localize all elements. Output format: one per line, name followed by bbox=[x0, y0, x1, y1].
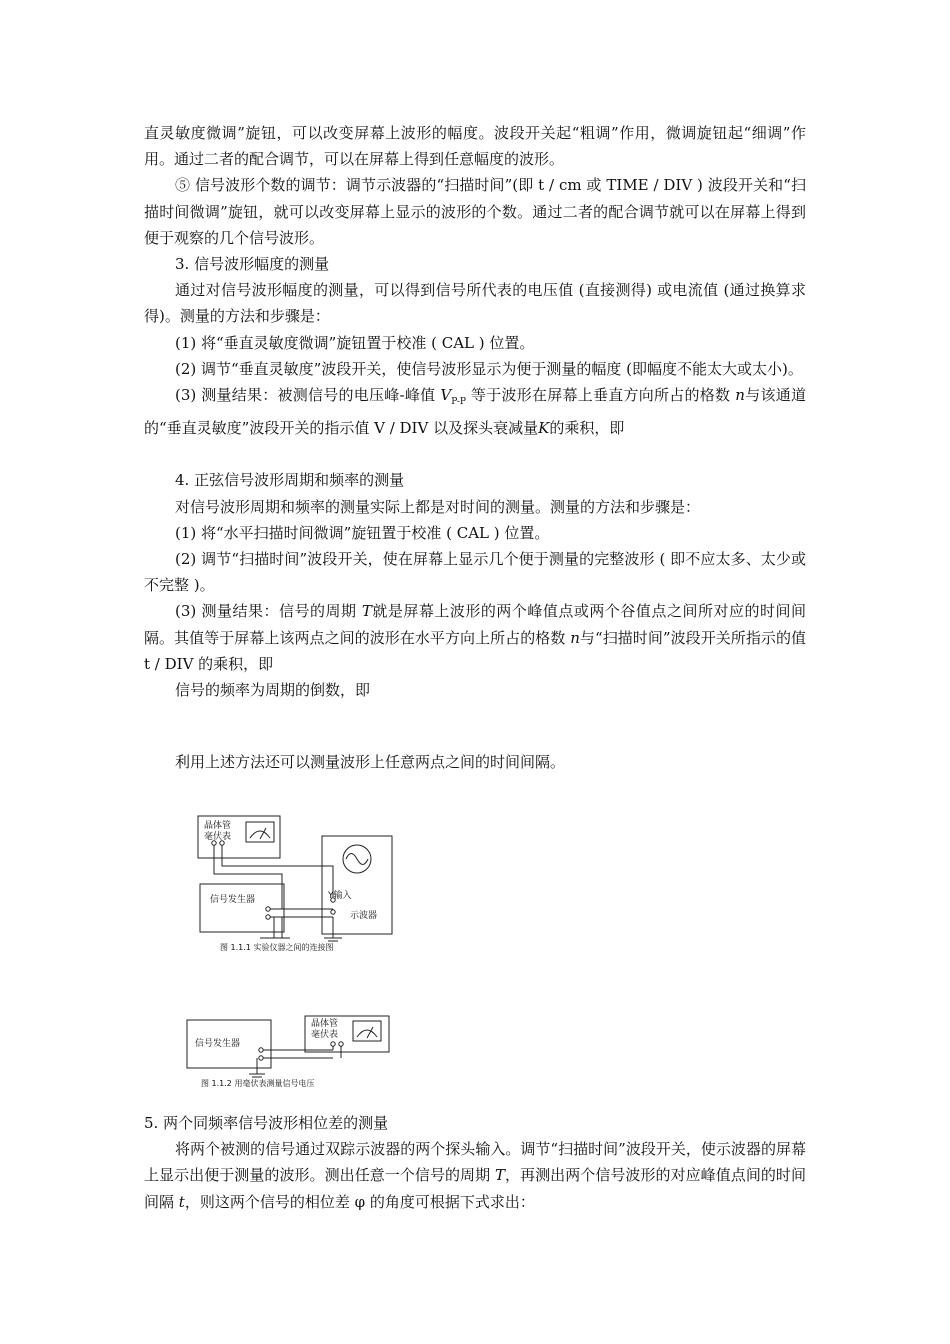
step-3 bbox=[144, 382, 806, 441]
section-heading-3: 3. 信号波形幅度的测量 bbox=[175, 255, 330, 274]
voltmeter-label-2: 毫伏表 bbox=[311, 1030, 339, 1040]
text: 将两个被测的信号通过双踪示波器的两个探头输入。调节“扫描时间”波段开关，使示波器的屏幕上显示出便于测量的波形。测出任意一个信号的周期 bbox=[144, 1140, 806, 1185]
voltmeter-measure-svg bbox=[183, 1012, 398, 1094]
section-5 bbox=[144, 1110, 806, 1215]
symbol-t: T bbox=[361, 602, 372, 621]
figure-caption: 图 1.1.1 实验仪器之间的连接图 bbox=[220, 943, 334, 952]
generator-box bbox=[200, 884, 284, 932]
text: 与“扫描时间”波段开关所指示的值 t / DIV 的乘积，即 bbox=[144, 628, 806, 673]
subscript: P-P bbox=[451, 397, 466, 408]
meter-arc bbox=[357, 1030, 377, 1037]
sine-wave bbox=[346, 854, 368, 865]
connection-diagram-svg bbox=[190, 812, 400, 957]
paragraph: 通过对信号波形幅度的测量，可以得到信号所代表的电压值 (直接测得) 或电流值 (通过换算求得)。测量的方法和步骤是： bbox=[144, 281, 806, 326]
symbol-delta-t: t bbox=[178, 1192, 185, 1211]
paragraph: 直灵敏度微调”旋钮，可以改变屏幕上波形的幅度。波段开关起“粗调”作用，微调旋钮起“细调”作用。通过二者的配合调节，可以在屏幕上得到任意幅度的波形。 bbox=[144, 124, 806, 169]
text: 与该通道的“垂直灵敏度”波段开关的指示值 V / DIV 以及探头衰减量 bbox=[144, 386, 806, 438]
paragraph: ⑤ 信号波形个数的调节：调节示波器的“扫描时间”(即 t / cm 或 TIME / DIV ) 波段开关和“扫描时间微调”旋钮，就可以改变屏幕上显示的波形的个数。通过二者的配合调节就可以在屏幕上得到便于观察的几个信号波形。 bbox=[144, 176, 806, 247]
formula-space bbox=[144, 703, 806, 749]
section-heading-4: 4. 正弦信号波形周期和频率的测量 bbox=[175, 471, 405, 490]
generator-label: 信号发生器 bbox=[195, 1039, 241, 1049]
symbol-t: T bbox=[494, 1166, 505, 1185]
figure-caption: 图 1.1.2 用毫伏表测量信号电压 bbox=[201, 1079, 315, 1088]
symbol-n: n bbox=[735, 386, 745, 405]
section-heading-5: 5. 两个同频率信号波形相位差的测量 bbox=[144, 1114, 389, 1132]
step-1: (1) 将“水平扫描时间微调”旋钮置于校准 ( CAL ) 位置。 bbox=[175, 523, 550, 542]
meter-needle bbox=[367, 1027, 373, 1038]
text: ，则这两个信号的相位差 φ 的角度可根据下式求出： bbox=[184, 1192, 535, 1211]
paragraph bbox=[144, 1136, 806, 1215]
paragraph: 信号的频率为周期的倒数，即 bbox=[175, 681, 371, 700]
figure-voltmeter-measure bbox=[183, 1012, 398, 1094]
voltmeter-label-2: 毫伏表 bbox=[204, 832, 232, 842]
text: 等于波形在屏幕上垂直方向所占的格数 bbox=[470, 386, 731, 405]
text: 的乘积，即 bbox=[549, 419, 625, 438]
symbol-k: K bbox=[538, 419, 550, 438]
meter-needle bbox=[260, 828, 266, 839]
step-2: (2) 调节“扫描时间”波段开关，使在屏幕上显示几个便于测量的完整波形 ( 即不应太多、太少或不完整 )。 bbox=[144, 550, 806, 595]
text: 就是屏幕上波形的两个峰值点或两个谷值点之间所对应的时间间隔。其值等于屏幕上该两点之间的波形在水平方向上所占的格数 bbox=[144, 602, 806, 647]
text: ，再测出两个信号波形的对应峰值点间的时间间隔 bbox=[144, 1166, 806, 1211]
document-body bbox=[144, 120, 806, 775]
meter-arc bbox=[250, 831, 270, 838]
oscilloscope-label: 示波器 bbox=[350, 911, 378, 921]
text: (3) 测量结果：信号的周期 bbox=[175, 602, 357, 621]
voltmeter-label-1: 晶体管 bbox=[204, 821, 232, 831]
symbol-v: V bbox=[440, 386, 452, 405]
step-1: (1) 将“垂直灵敏度微调”旋钮置于校准 ( CAL ) 位置。 bbox=[175, 333, 535, 352]
paragraph: 利用上述方法还可以测量波形上任意两点之间的时间间隔。 bbox=[175, 753, 566, 772]
figure-connection-diagram bbox=[190, 812, 400, 957]
text: (3) 测量结果：被测信号的电压峰-峰值 bbox=[175, 386, 436, 405]
paragraph: 对信号波形周期和频率的测量实际上都是对时间的测量。测量的方法和步骤是： bbox=[175, 497, 701, 516]
y-input-label: Y输入 bbox=[328, 891, 352, 901]
formula-space bbox=[144, 441, 806, 467]
symbol-n: n bbox=[570, 628, 580, 647]
step-2: (2) 调节“垂直灵敏度”波段开关，使信号波形显示为便于测量的幅度 (即幅度不能太大或太小)。 bbox=[175, 359, 803, 378]
step-3 bbox=[144, 598, 806, 677]
generator-label: 信号发生器 bbox=[210, 895, 256, 905]
voltmeter-label-1: 晶体管 bbox=[311, 1019, 339, 1029]
